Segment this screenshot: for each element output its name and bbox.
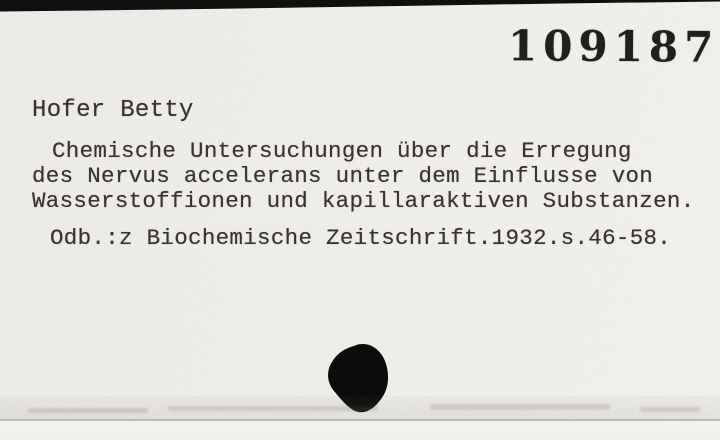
ghost-text-smudge <box>430 404 610 410</box>
title-line-3: Wasserstoffionen und kapillaraktiven Substanzen. <box>32 188 695 214</box>
ghost-text-smudge <box>168 406 378 411</box>
catalog-number-stamp: 109187 <box>507 21 720 72</box>
author-name: Hofer Betty <box>32 97 194 124</box>
citation-line: Odb.:z Biochemische Zeitschrift.1932.s.46-58. <box>50 225 672 251</box>
scan-top-edge-strip <box>0 0 720 14</box>
scanner-bed-strip <box>0 421 720 440</box>
ghost-text-smudge <box>640 407 700 412</box>
title-line-1: Chemische Untersuchungen über die Erregung <box>52 138 632 164</box>
ghost-text-smudge <box>28 408 148 413</box>
title-line-2: des Nervus accelerans unter dem Einflusse von <box>32 163 654 189</box>
